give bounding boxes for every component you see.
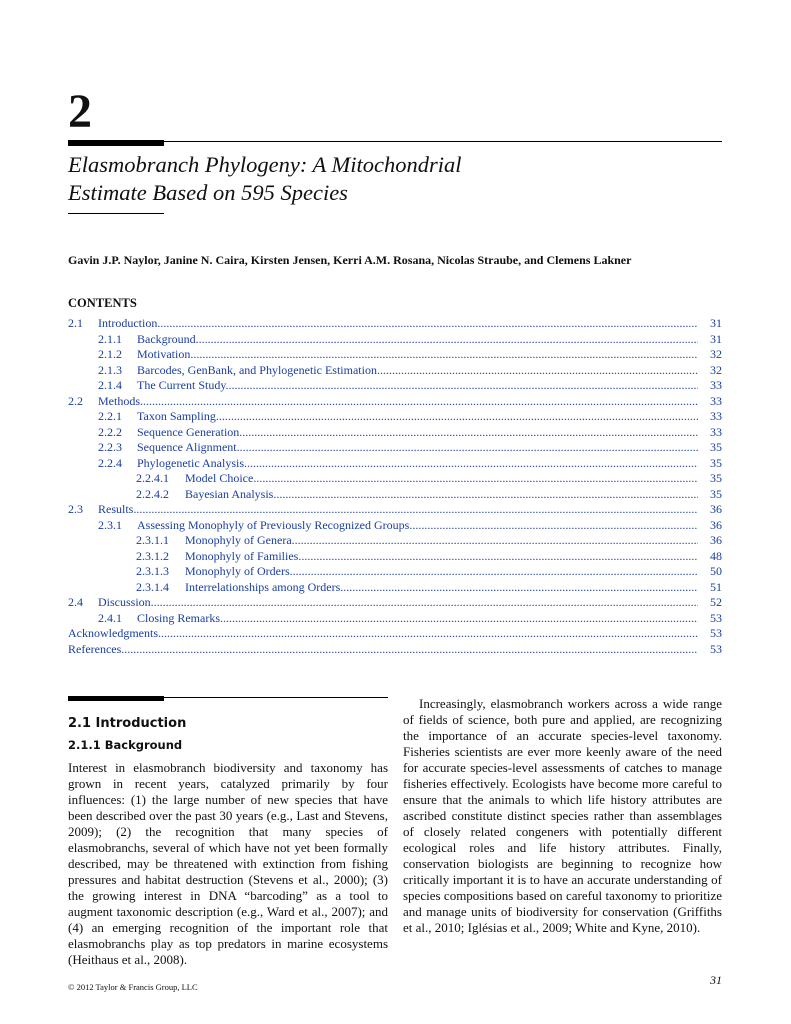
toc-entry-text: [136, 533, 698, 548]
toc-entry[interactable]: [68, 316, 722, 332]
toc-entry-text: [136, 580, 698, 595]
chapter-title-line1: Elasmobranch Phylogeny: A Mitochondrial: [68, 152, 462, 177]
toc-entry-page: 35: [698, 487, 722, 502]
chapter-rule-thick: [68, 140, 164, 146]
toc-entry[interactable]: [68, 502, 722, 518]
toc-entry-text: [98, 518, 698, 533]
table-of-contents: [68, 316, 722, 657]
toc-entry[interactable]: [68, 549, 722, 565]
toc-entry-page: 51: [698, 580, 722, 595]
toc-entry-text: [98, 378, 698, 393]
toc-entry-label: Closing Remarks: [137, 610, 220, 625]
toc-entry-page: 35: [698, 456, 722, 471]
toc-entry-page: 53: [698, 611, 722, 626]
toc-entry-page: 32: [698, 347, 722, 362]
toc-entry[interactable]: [68, 425, 722, 441]
toc-entry-page: 52: [698, 595, 722, 610]
chapter-rule-thin: [68, 141, 722, 142]
toc-entry-text: [98, 456, 698, 471]
toc-entry-page: 33: [698, 394, 722, 409]
toc-entry-label: Sequence Generation: [137, 424, 240, 439]
toc-entry[interactable]: [68, 580, 722, 596]
section-rule-thick: [68, 696, 164, 701]
toc-entry-number: 2.2.2: [98, 424, 122, 439]
toc-entry-number: 2.2.4.1: [136, 471, 169, 485]
toc-entry-text: [68, 502, 698, 517]
toc-entry-number: 2.3.1.2: [136, 548, 169, 563]
toc-entry-page: 31: [698, 332, 722, 347]
title-underline: [68, 213, 164, 214]
toc-entry-number: 2.1.4: [98, 378, 122, 392]
toc-entry-label: Phylogenetic Analysis: [137, 455, 244, 470]
toc-entry[interactable]: [68, 378, 722, 394]
toc-entry-page: 31: [698, 316, 722, 331]
toc-entry-label: Barcodes, GenBank, and Phylogenetic Estimation: [137, 362, 377, 377]
toc-entry-text: [136, 564, 698, 579]
toc-entry-text: [68, 626, 698, 641]
toc-entry-text: [98, 347, 698, 362]
copyright-footer: © 2012 Taylor & Francis Group, LLC: [68, 982, 198, 992]
chapter-title: [68, 151, 718, 207]
toc-entry-number: 2.4: [68, 595, 83, 609]
toc-entry[interactable]: [68, 642, 722, 658]
toc-entry-number: 2.2.1: [98, 409, 122, 423]
toc-entry-number: 2.4.1: [98, 610, 122, 625]
toc-entry-text: [68, 316, 698, 331]
toc-entry-label: Discussion: [98, 595, 151, 609]
toc-entry-label: Interrelationships among Orders: [185, 579, 341, 594]
toc-entry-text: [68, 642, 698, 657]
toc-entry-page: 33: [698, 378, 722, 393]
toc-entry-page: 33: [698, 425, 722, 440]
toc-entry-text: [98, 409, 698, 424]
toc-entry[interactable]: [68, 626, 722, 642]
toc-entry-label: Results: [98, 502, 134, 516]
toc-entry-label: Motivation: [137, 347, 191, 361]
toc-entry-label: References: [68, 641, 122, 656]
toc-entry-page: 36: [698, 502, 722, 517]
toc-entry-number: 2.1: [68, 316, 83, 330]
toc-entry[interactable]: [68, 471, 722, 487]
body-paragraph-right: Increasingly, elasmobranch workers across a wide range of fields of science, both pure and applied, are recognizing the importance of an accurate species-level taxonomy. Fisheries scientists are ever more keenly aware of the need for accurate species-level assessments of catches to manage fisheries effectively. Ecologists have become more careful to ensure that the animals to which life history attributes are ascribed constitute distinct species rather than assemblages of closely related congeners with potentially different ecological roles and life history attributes. Finally, conservation biologists are beginning to recognize how critically important it is to have an accurate understanding of species compositions based on careful taxonomy to prioritize and manage units of biodiversity for conservation (Griffiths et al., 2010; Iglésias et al., 2009; White and Kyne, 2010).: [403, 696, 722, 935]
toc-entry[interactable]: [68, 518, 722, 534]
toc-entry[interactable]: [68, 347, 722, 363]
toc-entry-number: 2.2: [68, 393, 83, 408]
toc-entry-number: 2.3: [68, 502, 83, 516]
toc-entry-number: 2.3.1: [98, 517, 122, 532]
toc-entry[interactable]: [68, 595, 722, 611]
toc-entry-text: [68, 394, 698, 409]
toc-entry-text: [68, 595, 698, 610]
contents-heading: CONTENTS: [68, 296, 137, 310]
section-heading: 2.1 Introduction: [68, 716, 187, 731]
chapter-authors: Gavin J.P. Naylor, Janine N. Caira, Kirsten Jensen, Kerri A.M. Rosana, Nicolas Straube, and Clemens Lakner: [68, 253, 632, 267]
toc-entry-page: 35: [698, 471, 722, 486]
toc-entry-number: 2.3.1.1: [136, 533, 169, 547]
toc-entry-number: 2.1.3: [98, 362, 122, 377]
toc-entry-text: [98, 332, 698, 347]
toc-entry[interactable]: [68, 533, 722, 549]
toc-entry-label: Methods: [98, 393, 140, 408]
toc-entry[interactable]: [68, 332, 722, 348]
toc-entry-number: 2.3.1.4: [136, 579, 169, 594]
toc-entry[interactable]: [68, 440, 722, 456]
toc-entry[interactable]: [68, 363, 722, 379]
toc-entry[interactable]: [68, 611, 722, 627]
toc-entry-number: 2.1.1: [98, 331, 122, 346]
toc-entry-text: [136, 471, 698, 486]
toc-entry-text: [98, 611, 698, 626]
toc-entry-page: 36: [698, 518, 722, 533]
toc-entry-text: [136, 549, 698, 564]
toc-entry-label: The Current Study: [137, 378, 226, 392]
body-paragraph-left: Interest in elasmobranch biodiversity and taxonomy has grown in recent years, catalyzed primarily by four influences: (1) the large number of new species that have been described over the past 30 years (e.g., Last and Stevens, 2009); (2) the recognition that many species of elasmobranchs, several of which have not yet been formally described, may be threatened with extinction from fishing pressures and habitat destruction (Stevens et al., 2000); (3) the growing interest in DNA “barcoding” as a tool to augment taxonomic description (e.g., Ward et al., 2007); and (4) an emerging recognition of the important role that elasmobranchs play as top predators in marine ecosystems (Heithaus et al., 2008).: [68, 760, 388, 967]
toc-entry-page: 36: [698, 533, 722, 548]
toc-entry-page: 33: [698, 409, 722, 424]
toc-entry-number: 2.3.1.3: [136, 564, 169, 578]
toc-entry[interactable]: [68, 409, 722, 425]
toc-entry-text: [98, 363, 698, 378]
toc-entry[interactable]: [68, 487, 722, 503]
chapter-number: 2: [68, 85, 92, 138]
toc-entry[interactable]: [68, 394, 722, 410]
toc-entry-page: 32: [698, 363, 722, 378]
toc-entry-text: [136, 487, 698, 502]
toc-entry-label: Taxon Sampling: [137, 409, 216, 423]
toc-entry-label: Acknowledgments: [68, 626, 158, 640]
toc-entry-page: 48: [698, 549, 722, 564]
toc-entry[interactable]: [68, 564, 722, 580]
toc-entry-number: 2.2.4: [98, 455, 122, 470]
toc-entry-text: [98, 425, 698, 440]
toc-entry-number: 2.2.4.2: [136, 486, 169, 501]
toc-entry-page: 35: [698, 440, 722, 455]
toc-entry-text: [98, 440, 698, 455]
toc-entry-label: Model Choice: [185, 471, 254, 485]
chapter-title-line2: Estimate Based on 595 Species: [68, 180, 348, 205]
page-number: 31: [710, 973, 722, 987]
toc-entry-label: Assessing Monophyly of Previously Recognized Groups: [137, 517, 410, 532]
toc-entry-label: Introduction: [98, 316, 158, 330]
toc-entry-label: Sequence Alignment: [137, 440, 237, 454]
toc-entry-label: Bayesian Analysis: [185, 486, 274, 501]
toc-entry-label: Monophyly of Families: [185, 548, 299, 563]
toc-entry[interactable]: [68, 456, 722, 472]
subsection-heading: 2.1.1 Background: [68, 738, 183, 752]
toc-entry-label: Monophyly of Genera: [185, 533, 292, 547]
toc-entry-label: Monophyly of Orders: [185, 564, 290, 578]
toc-entry-page: 50: [698, 564, 722, 579]
toc-entry-label: Background: [137, 331, 196, 346]
toc-entry-number: 2.1.2: [98, 347, 122, 361]
toc-entry-number: 2.2.3: [98, 440, 122, 454]
toc-entry-page: 53: [698, 642, 722, 657]
toc-entry-page: 53: [698, 626, 722, 641]
